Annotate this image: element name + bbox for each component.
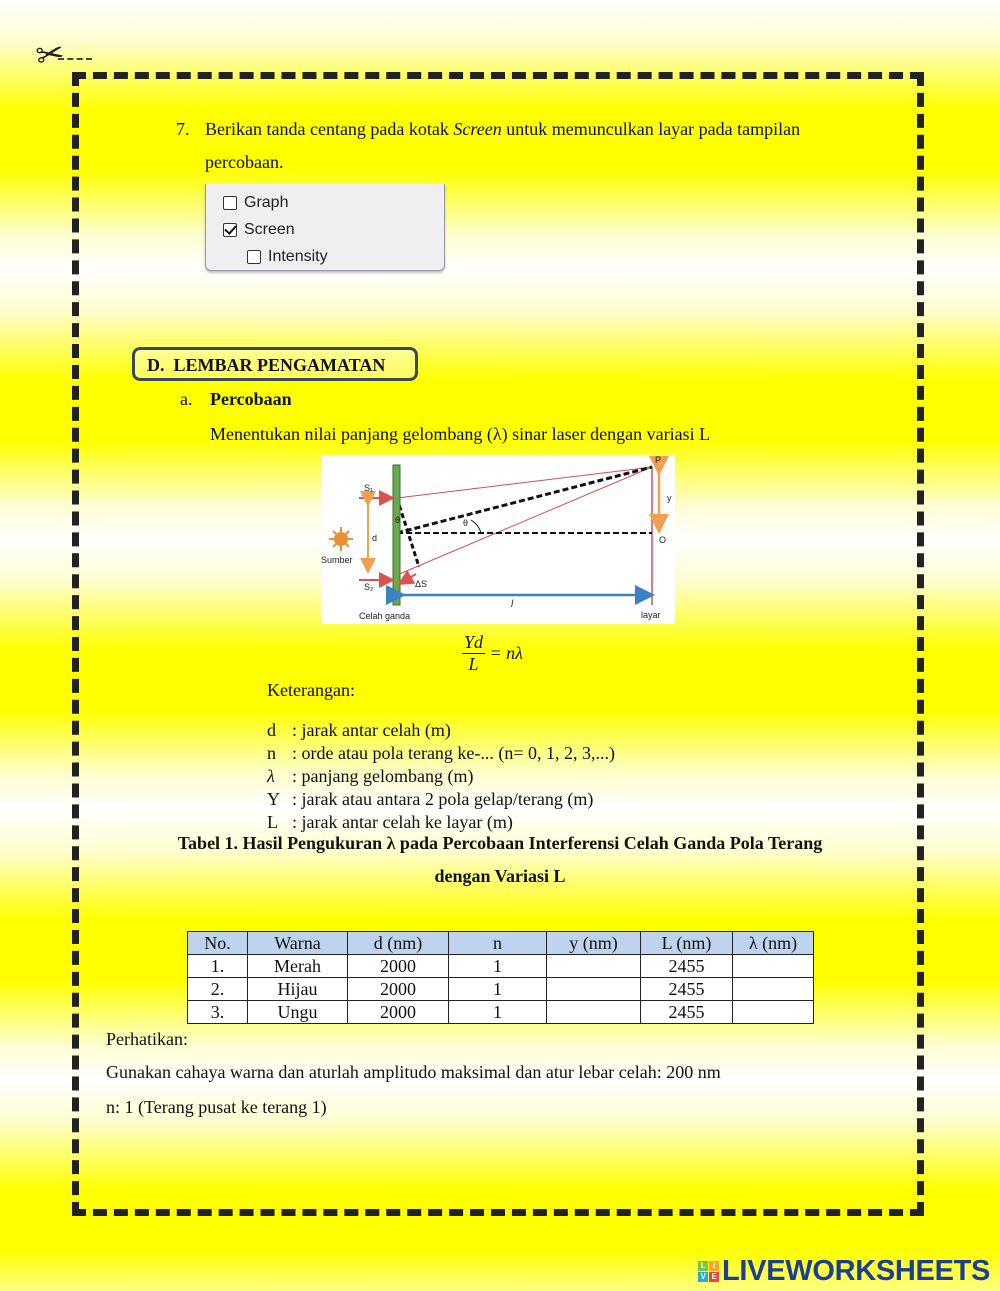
label-slit: Celah ganda xyxy=(359,611,411,621)
option-screen[interactable] xyxy=(223,221,295,239)
option-graph[interactable] xyxy=(223,194,288,212)
cut-line xyxy=(58,58,92,60)
table-row: 1. Merah 2000 1 2455 xyxy=(188,955,814,978)
experiment-description: Menentukan nilai panjang gelombang (λ) sinar laser dengan variasi L xyxy=(210,424,711,444)
scissors-icon: ✂ xyxy=(32,32,68,78)
label-theta: θ xyxy=(463,518,469,528)
option-label: Graph xyxy=(244,194,289,211)
ray-center xyxy=(397,467,652,533)
ray-lower xyxy=(397,467,652,575)
note-item: d : jarak antar celah (m) xyxy=(267,720,451,740)
subsection-letter: a. xyxy=(180,389,193,409)
option-label: Intensity xyxy=(268,248,328,265)
answer-cell-lambda[interactable] xyxy=(733,955,814,978)
col-warna: Warna xyxy=(248,932,348,955)
table-caption-line2: dengan Variasi L xyxy=(434,866,566,886)
attention-line2: n: 1 (Terang pusat ke terang 1) xyxy=(106,1097,327,1117)
ray-upper xyxy=(397,467,652,498)
answer-cell-lambda[interactable] xyxy=(733,1001,814,1024)
label-d: d xyxy=(372,533,378,543)
col-l: L (nm) xyxy=(641,932,733,955)
attention-line1: Gunakan cahaya warna dan aturlah amplitudo maksimal dan atur lebar celah: 200 nm xyxy=(106,1062,721,1082)
col-y: y (nm) xyxy=(547,932,641,955)
slit-barrier xyxy=(393,465,400,605)
note-item: Y : jarak atau antara 2 pola gelap/terang (m) xyxy=(267,789,594,809)
label-delta-s: ΔS xyxy=(415,579,428,589)
label-screen: layar xyxy=(641,610,661,620)
section-title: D. LEMBAR PENGAMATAN xyxy=(147,355,386,375)
results-table xyxy=(187,931,814,1024)
label-p: P xyxy=(655,455,662,465)
answer-cell-y[interactable] xyxy=(547,955,641,978)
screen-checkbox[interactable] xyxy=(223,223,237,237)
notes-heading: Keterangan: xyxy=(267,680,355,700)
liveworksheets-logo[interactable] xyxy=(698,1255,990,1288)
step-number: 7. xyxy=(176,119,190,139)
note-item: λ : panjang gelombang (m) xyxy=(267,766,474,786)
table-caption: Tabel 1. Hasil Pengukuran λ pada Percobaan Interferensi Celah Ganda Pola Terang xyxy=(177,833,823,853)
formula-numerator: Yd xyxy=(464,632,484,652)
display-options-panel xyxy=(205,184,445,271)
step-text-line2: percobaan. xyxy=(205,152,284,172)
col-no: No. xyxy=(188,932,248,955)
col-d: d (nm) xyxy=(348,932,449,955)
label-s2: S₂ xyxy=(364,582,374,592)
table-header-row xyxy=(188,932,814,955)
note-item: L : jarak antar celah ke layar (m) xyxy=(267,812,513,832)
logo-tiles-icon: L I V E xyxy=(698,1261,719,1282)
label-l: l xyxy=(511,599,514,610)
table-row: 2. Hijau 2000 1 2455 xyxy=(188,978,814,1001)
col-lambda: λ (nm) xyxy=(733,932,814,955)
formula-rhs: = nλ xyxy=(489,643,523,663)
subsection-title: Percobaan xyxy=(210,389,292,409)
label-s1: S₁ xyxy=(364,483,374,493)
note-item: n : orde atau pola terang ke-... (n= 0, 1, 2, 3,...) xyxy=(267,743,616,763)
label-theta-2: θ xyxy=(395,515,401,525)
graph-checkbox[interactable] xyxy=(223,196,237,210)
col-n: n xyxy=(449,932,547,955)
notes-list xyxy=(267,719,615,834)
formula xyxy=(462,632,523,675)
option-label: Screen xyxy=(244,221,295,238)
double-slit-diagram xyxy=(321,455,675,624)
label-source: Sumber xyxy=(321,555,353,565)
intensity-checkbox[interactable] xyxy=(247,250,261,264)
table-row: 3. Ungu 2000 1 2455 xyxy=(188,1001,814,1024)
sun-icon xyxy=(329,527,353,551)
label-y: y xyxy=(667,493,672,503)
attention-heading: Perhatikan: xyxy=(106,1029,188,1049)
answer-cell-lambda[interactable] xyxy=(733,978,814,1001)
option-intensity[interactable] xyxy=(247,248,328,266)
theta-arc xyxy=(471,520,481,533)
answer-cell-y[interactable] xyxy=(547,1001,641,1024)
label-o: O xyxy=(659,535,667,545)
step-text: Berikan tanda centang pada kotak Screen untuk memunculkan layar pada tampilan xyxy=(205,119,801,139)
formula-denominator: L xyxy=(468,654,479,674)
brand-name: LIVEWORKSHEETS xyxy=(722,1255,991,1287)
answer-cell-y[interactable] xyxy=(547,978,641,1001)
